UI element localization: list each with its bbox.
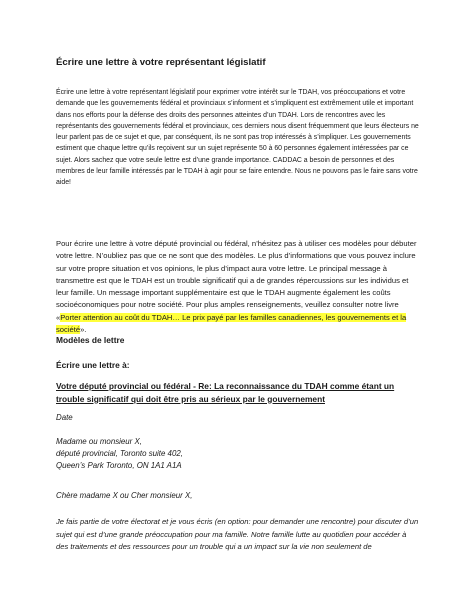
address-line: député provincial, Toronto suite 402,	[56, 449, 183, 459]
address-line: Queen’s Park Toronto, ON 1A1 A1A	[56, 461, 182, 471]
models-heading: Modèles de lettre	[56, 335, 125, 345]
instructions-paragraph	[56, 238, 420, 336]
address-line: Madame ou monsieur X,	[56, 437, 142, 446]
letter-date: Date	[56, 413, 73, 422]
letter-address	[56, 436, 183, 473]
intro-paragraph: Écrire une lettre à votre représentant législatif pour exprimer votre intérêt sur le TDAH, vos préoccupations et votre demande que les gouvernements fédéral et provinciaux s’informent et s’impliquent est extrêmement utile et important dans nos efforts pour la défense des droits des personnes atteintes d’un TDAH. Lors de rencontres avec les représentants des gouvernements fédéral et provinciaux, ces derniers nous disent fréquemment que leurs électeurs ne leur parlent pas de ce sujet et que, par conséquent, ils ne sont pas trop intéressés à s’impliquer. Les gouvernements estiment que chaque lettre qu’ils reçoivent sur un sujet représente 50 à 60 personnes également intéressées par ce sujet. Alors sachez que votre seule lettre est d’une grande importance. CADDAC a besoin de personnes et des membres de leur famille intéressés par le TDAH à agir pour se faire entendre. Nous ne pouvons pas le faire sans votre aide!	[56, 89, 419, 187]
letter-subject: Votre député provincial ou fédéral - Re: La reconnaissance du TDAH comme étant un trouble significatif qui doit être pris au sérieux par le gouvernement	[56, 381, 395, 404]
highlighted-book-title: Porter attention au coût du TDAH… Le prix payé par les familles canadiennes, les gouvernements et la société	[56, 312, 407, 335]
letter-body: Je fais partie de votre électorat et je vous écris (en option: pour demander une rencontre) pour discuter d’un sujet qui est d’une grande préoccupation pour ma famille. Notre famille lutte au quotidien pour accéder à des traitements et des ressources pour un trouble qui a un impact sur la vie non seulement de	[56, 517, 419, 551]
page-title: Écrire une lettre à votre représentant législatif	[56, 57, 266, 68]
instructions-tail: ».	[80, 325, 87, 335]
letter-salutation: Chère madame X ou Cher monsieur X,	[56, 491, 193, 500]
write-heading: Écrire une lettre à:	[56, 360, 130, 370]
instructions-text: Pour écrire une lettre à votre député provincial ou fédéral, n’hésitez pas à utiliser ces modèles pour débuter votre lettre. N’oubliez pas que ce ne sont que des modèles. Le plus d’informations que vous pouvez inclure sur votre propre situation et vos opinions, le plus d’impact aura votre lettre. Le principal message à transmettre est que le TDAH est un trouble significatif qui a de grandes répercussions sur les individus et leur famille. Un message important supplémentaire est que le TDAH augmente également les coûts socioéconomiques pour notre société. Pour plus amples renseignements, veuillez consulter notre livre «	[56, 239, 417, 322]
